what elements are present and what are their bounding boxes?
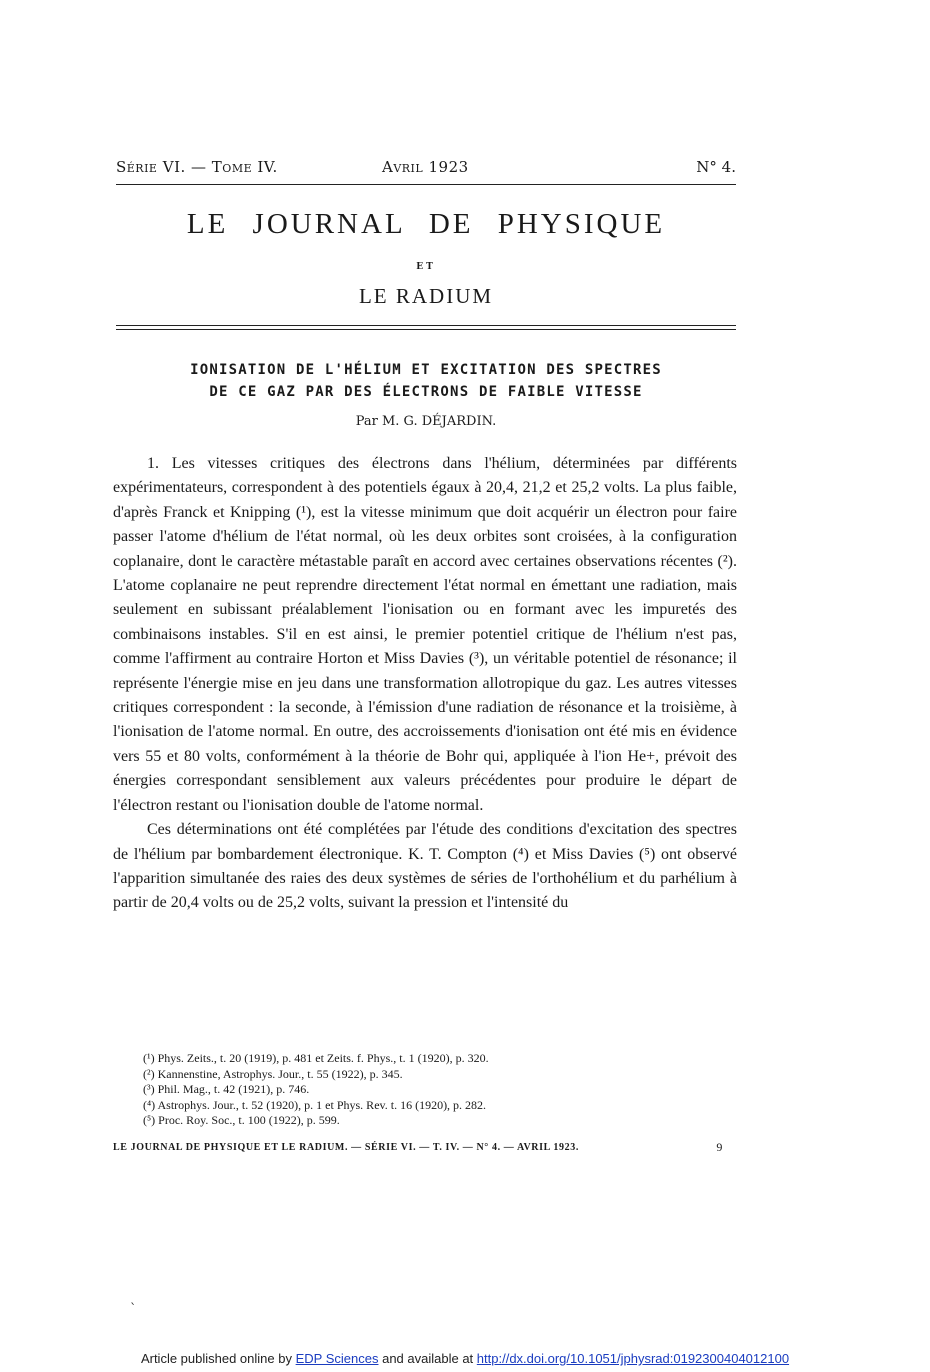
article-title-line2: DE CE GAZ PAR DES ÉLECTRONS DE FAIBLE VITESSE [209, 384, 643, 400]
publisher-bar [0, 1351, 930, 1366]
footnote-3: (³) Phil. Mag., t. 42 (1921), p. 746. [143, 1082, 310, 1096]
publisher-middle: and available at [382, 1351, 474, 1366]
scan-mark: ˋ [130, 1302, 137, 1317]
article-author: Par M. G. DÉJARDIN. [355, 414, 497, 429]
page-footer [113, 1142, 723, 1158]
publisher-link[interactable]: EDP Sciences [295, 1351, 379, 1366]
footer-citation: LE JOURNAL DE PHYSIQUE ET LE RADIUM. — SÉRIE VI. — T. IV. — N° 4. — AVRIL 1923. [113, 1142, 579, 1153]
body-paragraph-2: Ces déterminations ont été complétées par l'étude des conditions d'excitation des spectres de l'hélium par bombardement électronique. K. T. Compton (⁴) et Miss Davies (⁵) ont observé l'apparition simultanée des raies des deux systèmes de séries de l'orthohélium et du parhélium à partir de 20,4 volts ou de 25,2 volts, suivant la pression et l'intensité du [113, 821, 737, 912]
footnote-4: (⁴) Astrophys. Jour., t. 52 (1920), p. 1 et Phys. Rev. t. 16 (1920), p. 282. [143, 1097, 487, 1112]
journal-subtitle: LE RADIUM [358, 284, 494, 308]
running-head-number: N° 4. [696, 158, 736, 176]
masthead-rule-bottom [116, 329, 736, 330]
footnote-5: (⁵) Proc. Roy. Soc., t. 100 (1922), p. 599. [143, 1113, 340, 1127]
masthead-rule-top [116, 325, 736, 326]
footnotes [143, 1051, 743, 1129]
body-paragraph-1: 1. Les vitesses critiques des électrons dans l'hélium, déterminées par différents expérimentateurs, correspondent à des potentiels égaux à 20,4, 21,2 et 25,2 volts. La plus faible, d'après Franck et Knipping (¹), est la vitesse minimum que doit acquérir un électron pour faire passer l'atome d'hélium de l'état normal, où les deux orbites sont croisées, à la configuration coplanaire, dont le caractère métastable paraît en accord avec certaines observations récentes (²). L'atome coplanaire ne peut reprendre directement l'état normal en émettant une radiation, mais seulement en subissant préalablement l'ionisation ou en formant avec les impuretés des combinaisons instables. S'il en est ainsi, le premier potentiel critique de l'hélium n'est pas, comme l'affirment au contraire Horton et Miss Davies (³), un véritable potentiel de résonance; il représente l'énergie mise en jeu dans une transformation allotropique du gaz. Les autres vitesses critiques correspondent : la seconde, à l'émission d'une radiation de résonance et la troisième, à l'ionisation de l'atome normal. En outre, des accroissements d'ionisation ont été mis en évidence vers 55 et 80 volts, conformément à la théorie de Bohr qui, appliquée à l'ion He+, prévoit des énergies correspondant sensiblement aux valeurs précédentes pour produire le départ de l'électron restant ou l'ionisation double de l'atome normal. [113, 455, 737, 814]
article-body [113, 452, 737, 916]
running-head-serie: Série VI. — Tome IV. [116, 158, 278, 176]
page-number: 9 [716, 1140, 723, 1154]
running-head-date: Avril 1923 [382, 158, 469, 176]
journal-conjunction: ET [416, 262, 436, 272]
doi-link[interactable]: http://dx.doi.org/10.1051/jphysrad:0192300404012100 [476, 1351, 790, 1366]
header-rule [116, 184, 736, 185]
footnote-2: (²) Kannenstine, Astrophys. Jour., t. 55 (1922), p. 345. [143, 1066, 403, 1081]
article-title-line1: IONISATION DE L'HÉLIUM ET EXCITATION DES SPECTRES [190, 362, 662, 378]
footnote-1: (¹) Phys. Zeits., t. 20 (1919), p. 481 et Zeits. f. Phys., t. 1 (1920), p. 320. [143, 1051, 489, 1065]
journal-title: LE JOURNAL DE PHYSIQUE [186, 208, 666, 240]
publisher-prefix: Article published online by [140, 1351, 292, 1366]
running-head [116, 158, 736, 180]
